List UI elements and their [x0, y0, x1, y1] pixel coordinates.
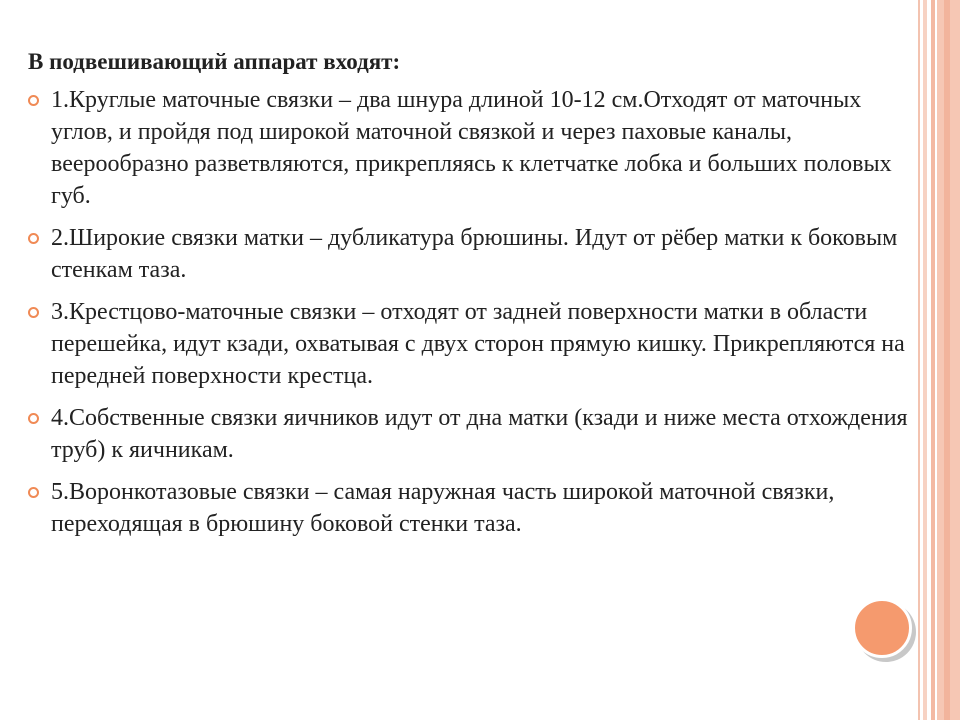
decorative-stripe: [931, 0, 935, 720]
list-item: [28, 402, 908, 466]
list-item-text: 1.Круглые маточные связки – два шнура длиной 10-12 см.Отходят от маточных углов, и пройдя под широкой маточной связкой и через паховые каналы, веерообразно разветвляются, прикрепляясь к клетчатке лобка и больших половых губ.: [51, 87, 892, 209]
list-item-text: 5.Воронкотазовые связки – самая наружная часть широкой маточной связки, переходящая в брюшину боковой стенки таза.: [51, 479, 835, 537]
list-item: [28, 222, 908, 286]
slide-content: [28, 46, 908, 550]
list-item-text: 4.Собственные связки яичников идут от дна матки (кзади и ниже места отхождения труб) к яичникам.: [51, 405, 908, 463]
ring-bullet-icon: [28, 95, 39, 106]
decorative-stripe: [944, 0, 950, 720]
circle-ornament-icon: [852, 598, 912, 658]
ring-bullet-icon: [28, 487, 39, 498]
ring-bullet-icon: [28, 307, 39, 318]
bullet-list: [28, 84, 908, 540]
decorative-stripe: [923, 0, 927, 720]
ring-bullet-icon: [28, 233, 39, 244]
list-item: [28, 84, 908, 212]
list-item-text: 2.Широкие связки матки – дубликатура брюшины. Идут от рёбер матки к боковым стенкам таза.: [51, 225, 898, 283]
list-item-text: 3.Крестцово-маточные связки – отходят от задней поверхности матки в области перешейка, идут кзади, охватывая с двух сторон прямую кишку. Прикрепляются на передней поверхности крестца.: [51, 299, 905, 389]
list-item: [28, 476, 908, 540]
list-item: [28, 296, 908, 392]
decorative-stripe: [918, 0, 920, 720]
ring-bullet-icon: [28, 413, 39, 424]
slide-heading: В подвешивающий аппарат входят:: [28, 49, 401, 74]
